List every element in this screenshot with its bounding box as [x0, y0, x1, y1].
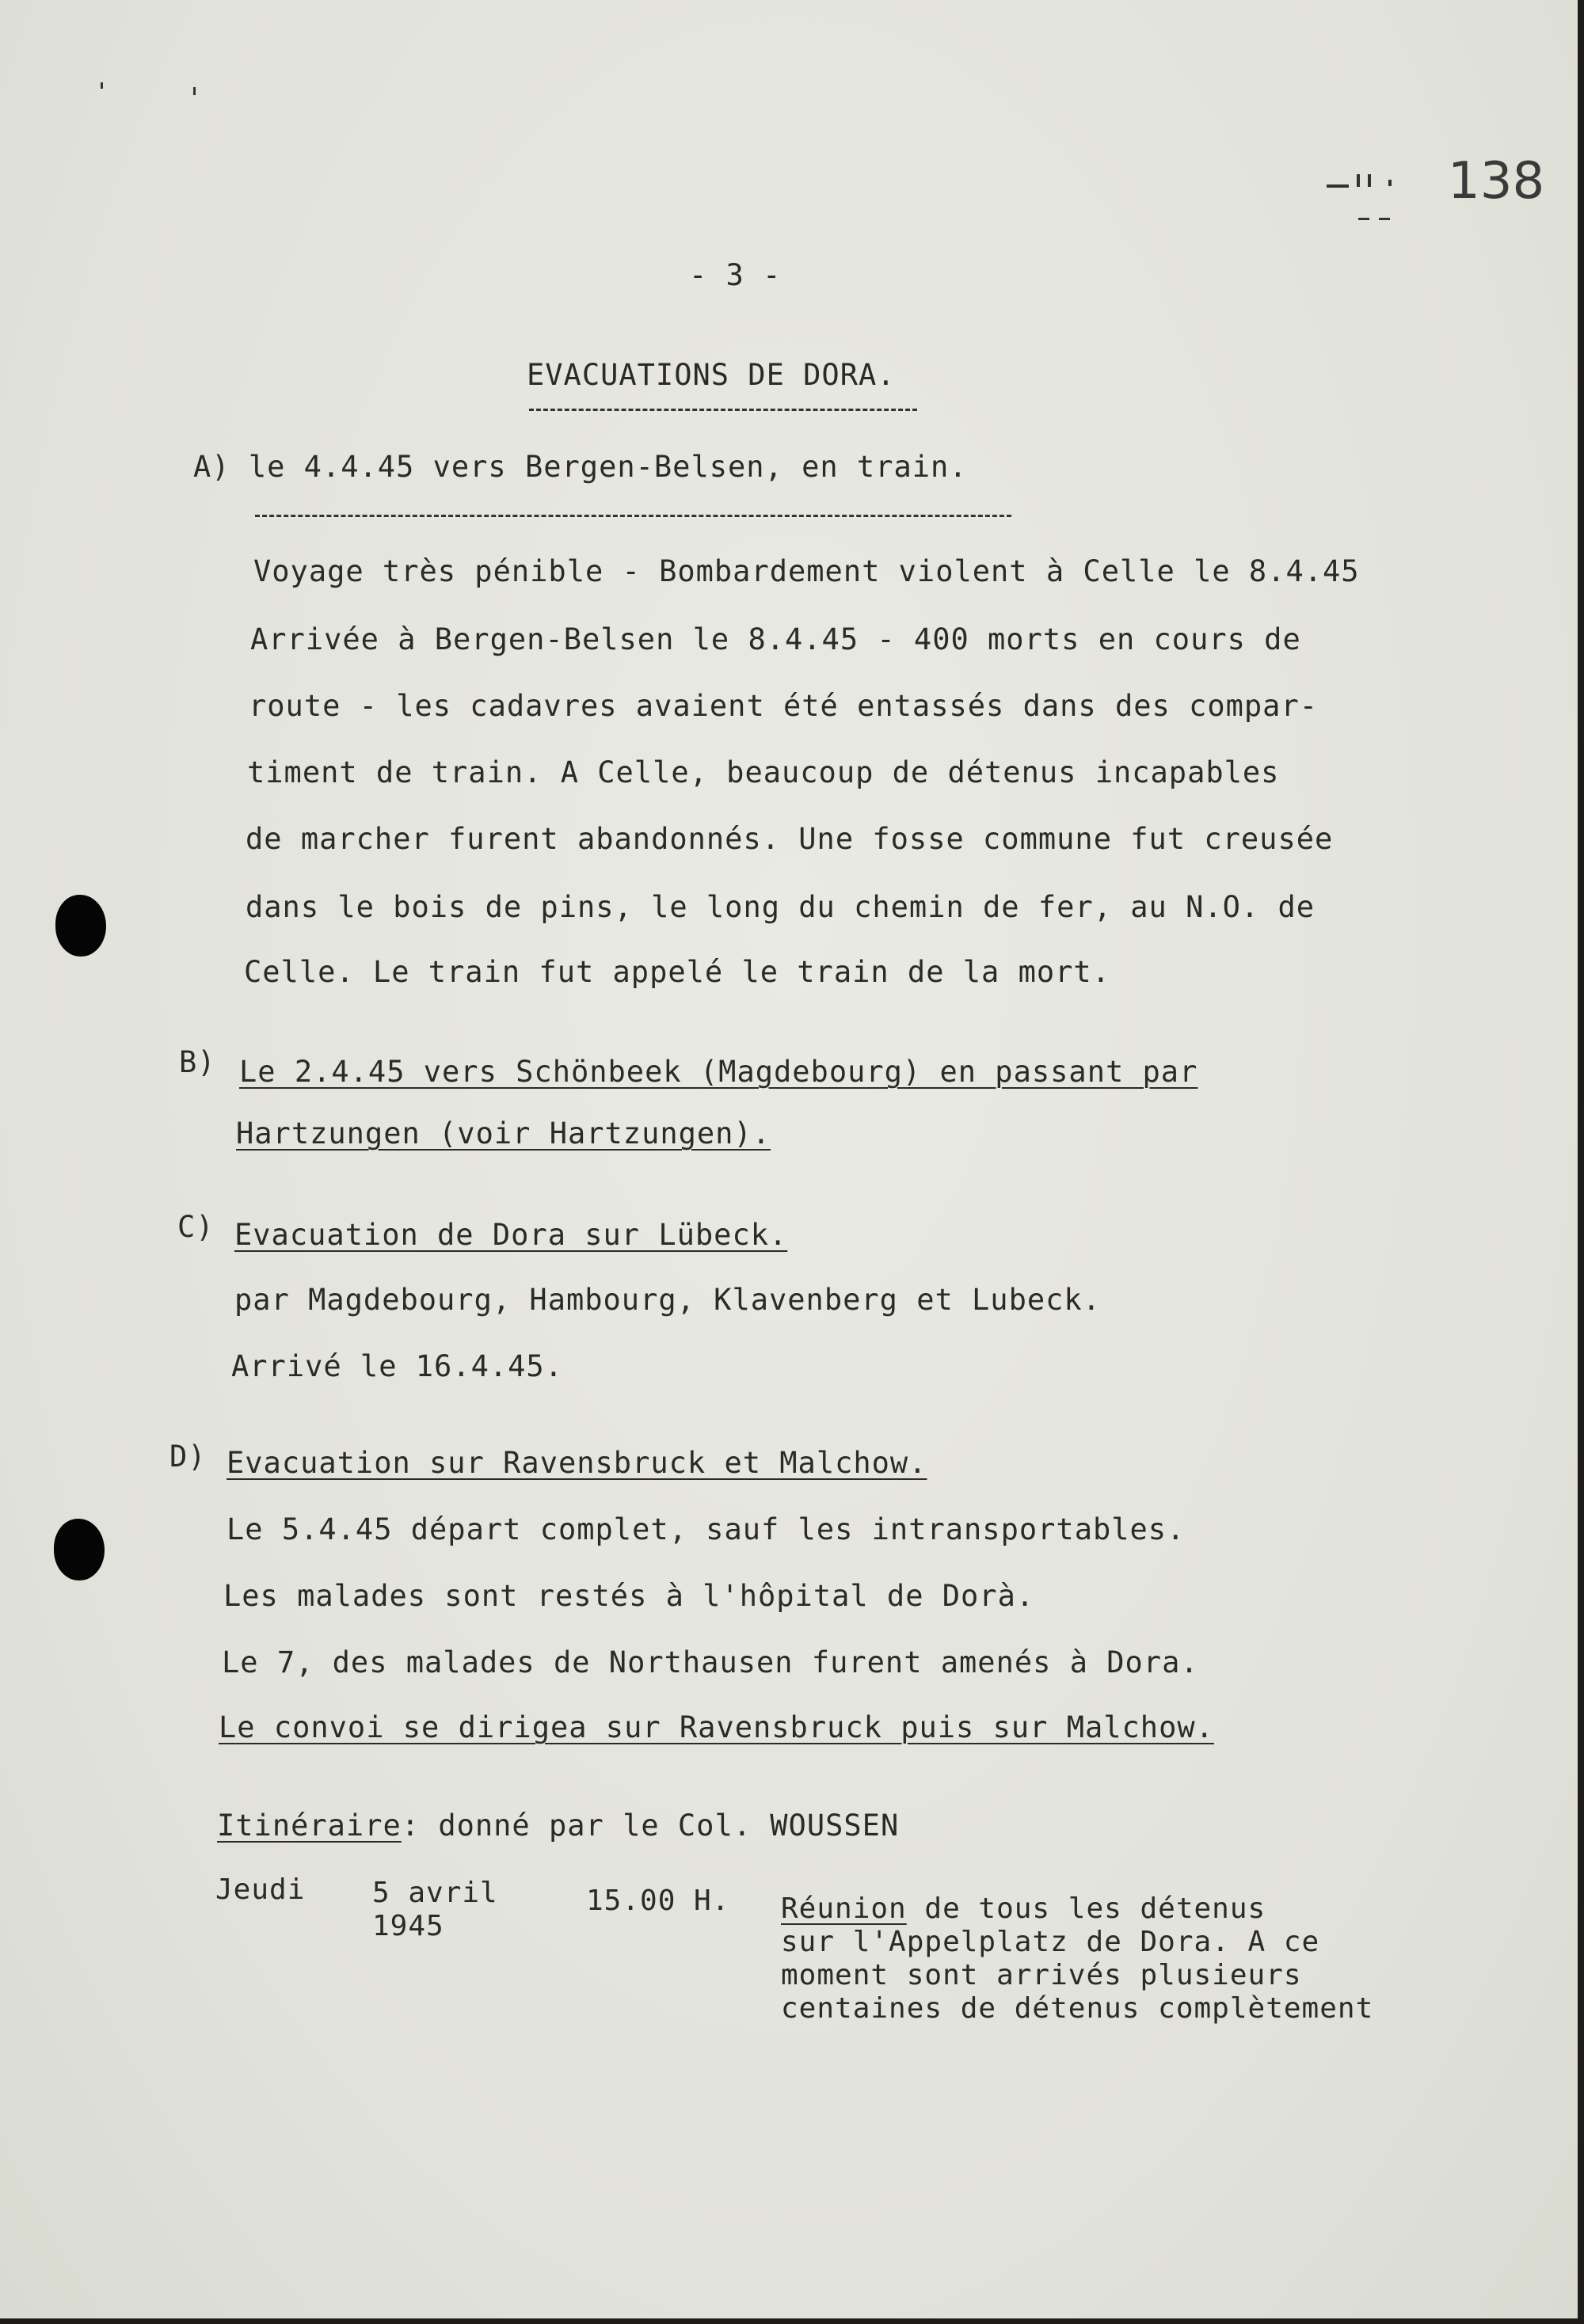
section-c-label: C)	[177, 1210, 215, 1244]
punch-hole	[55, 895, 106, 957]
section-a-line: dans le bois de pins, le long du chemin de fer, au N.O. de	[246, 890, 1316, 924]
section-d-line: Le 5.4.45 départ complet, sauf les intransportables.	[227, 1512, 1186, 1546]
section-d-heading: Evacuation sur Ravensbruck et Malchow.	[227, 1446, 927, 1480]
itinerary-day: Jeudi	[215, 1873, 306, 1906]
page-title: EVACUATIONS DE DORA.	[527, 358, 896, 392]
stray-mark	[193, 87, 196, 95]
title-underline	[529, 409, 917, 411]
section-a-heading: A) le 4.4.45 vers Bergen-Belsen, en train.	[193, 450, 968, 484]
folio-number: 138	[1448, 152, 1545, 211]
section-d-line: Le 7, des malades de Northausen furent amenés à Dora.	[222, 1645, 1199, 1679]
itinerary-time: 15.00 H.	[586, 1885, 730, 1917]
itinerary-header	[217, 1809, 899, 1843]
stray-mark	[101, 82, 103, 89]
section-a-underline	[255, 515, 1011, 517]
section-b-line: Le 2.4.45 vers Schönbeek (Magdebourg) en passant par	[239, 1055, 1198, 1089]
itinerary-date: 5 avril 1945	[372, 1877, 498, 1942]
itinerary-text-rest: de tous les détenus sur l'Appelplatz de Dora. A ce moment sont arrivés plusieurs centaines de détenus complètement	[781, 1892, 1374, 2025]
section-c-line: Arrivé le 16.4.45.	[231, 1349, 563, 1383]
itinerary-text-first: Réunion	[781, 1892, 907, 1925]
folio-scribble	[1327, 162, 1422, 202]
section-d-last-line: Le convoi se dirigea sur Ravensbruck puis sur Malchow.	[219, 1710, 1214, 1744]
section-d-line: Les malades sont restés à l'hôpital de Dorà.	[223, 1579, 1035, 1613]
section-b-line: Hartzungen (voir Hartzungen).	[236, 1116, 771, 1151]
section-a-line: Celle. Le train fut appelé le train de la mort.	[244, 955, 1110, 989]
section-b-label: B)	[179, 1045, 216, 1079]
itinerary-label: Itinéraire	[217, 1809, 402, 1843]
section-a-line: route - les cadavres avaient été entassés dans des compar-	[249, 689, 1319, 723]
section-c-line: par Magdebourg, Hambourg, Klavenberg et Lubeck.	[234, 1283, 1101, 1317]
section-a-line: de marcher furent abandonnés. Une fosse commune fut creusée	[246, 822, 1334, 856]
itinerary-text	[781, 1892, 1373, 2025]
punch-hole	[54, 1519, 105, 1580]
section-a-line: Voyage très pénible - Bombardement violent à Celle le 8.4.45	[253, 554, 1360, 588]
section-a-line: timent de train. A Celle, beaucoup de détenus incapables	[247, 755, 1280, 789]
section-c-heading: Evacuation de Dora sur Lübeck.	[234, 1218, 788, 1252]
itinerary-source: : donné par le Col. WOUSSEN	[401, 1809, 900, 1843]
section-a-line: Arrivée à Bergen-Belsen le 8.4.45 - 400 morts en cours de	[250, 622, 1301, 656]
page-number: - 3 -	[689, 258, 782, 292]
section-d-label: D)	[169, 1440, 207, 1474]
